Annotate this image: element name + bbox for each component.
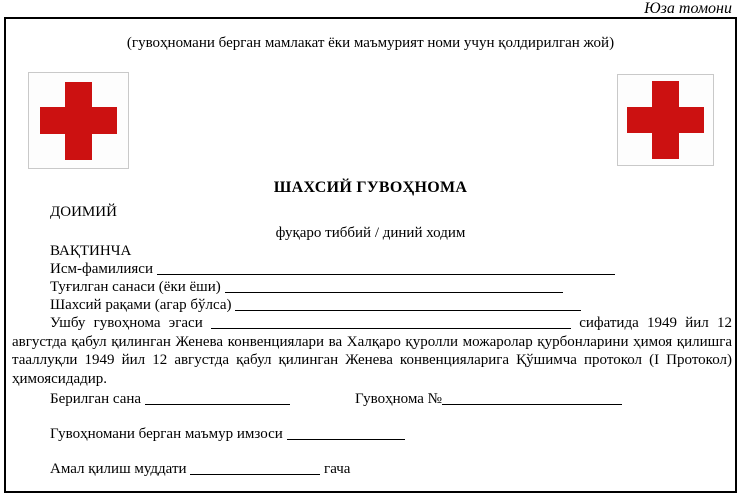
validity-row — [50, 460, 735, 478]
holder-type-label: фуқаро тиббий / диний ходим — [275, 225, 466, 241]
statement-before-blank: Ушбу гувоҳнома эгаси — [50, 315, 203, 331]
fill-line — [211, 316, 571, 329]
field-label-birthdate: Туғилган санаси (ёки ёши) — [50, 279, 221, 295]
signature-row — [50, 425, 735, 443]
red-cross-icon-left — [28, 72, 129, 169]
fill-line — [235, 298, 581, 311]
issuer-placeholder-note: (гувоҳномани берган мамлакат ёки маъмурият номи учун қолдирилган жой) — [126, 35, 615, 51]
side-label: Юза томони — [644, 0, 732, 17]
fill-line — [287, 427, 405, 440]
red-cross-icon — [40, 82, 117, 160]
issue-date-label: Берилган сана — [50, 391, 142, 407]
certificate-card — [4, 17, 737, 493]
signature-label: Гувоҳномани берган маъмур имзоси — [50, 426, 283, 442]
fill-line — [225, 280, 563, 293]
fill-line — [442, 392, 622, 405]
red-cross-icon — [627, 81, 704, 159]
validity-suffix: гача — [324, 461, 351, 477]
certificate-number-group — [355, 390, 622, 408]
red-cross-icon-right — [617, 74, 714, 166]
statement-after-blank: сифатида 1949 йил 12 августда қабул қилинган Женева конвенциялари ва Халқаро қуролли можаролар қурбонларини ҳимоя қилишга тааллуқли 1949 йил 12 августда қабул қилинган Женева конвенцияларига Қўшимча протокол (I Протокол) ҳимоясидадир. — [12, 315, 732, 387]
fill-line — [190, 462, 320, 475]
card-title: ШАХСИЙ ГУВОҲНОМА — [273, 179, 468, 196]
certificate-number-label: Гувоҳнома № — [355, 391, 442, 407]
field-row-personal-number — [50, 296, 735, 314]
issue-date-row — [6, 390, 735, 408]
permanent-label: ДОИМИЙ — [50, 204, 117, 220]
field-row-birthdate — [50, 278, 735, 296]
validity-label: Амал қилиш муддати — [50, 461, 187, 477]
fill-line — [157, 262, 615, 275]
field-row-name — [50, 260, 735, 278]
fill-line — [145, 392, 290, 405]
field-label-name: Исм-фамилияси — [50, 261, 153, 277]
issue-date-group — [50, 390, 290, 408]
temporary-label: ВАҚТИНЧА — [50, 243, 132, 259]
protection-statement — [6, 314, 735, 388]
field-label-personal-number: Шахсий рақами (агар бўлса) — [50, 297, 232, 313]
